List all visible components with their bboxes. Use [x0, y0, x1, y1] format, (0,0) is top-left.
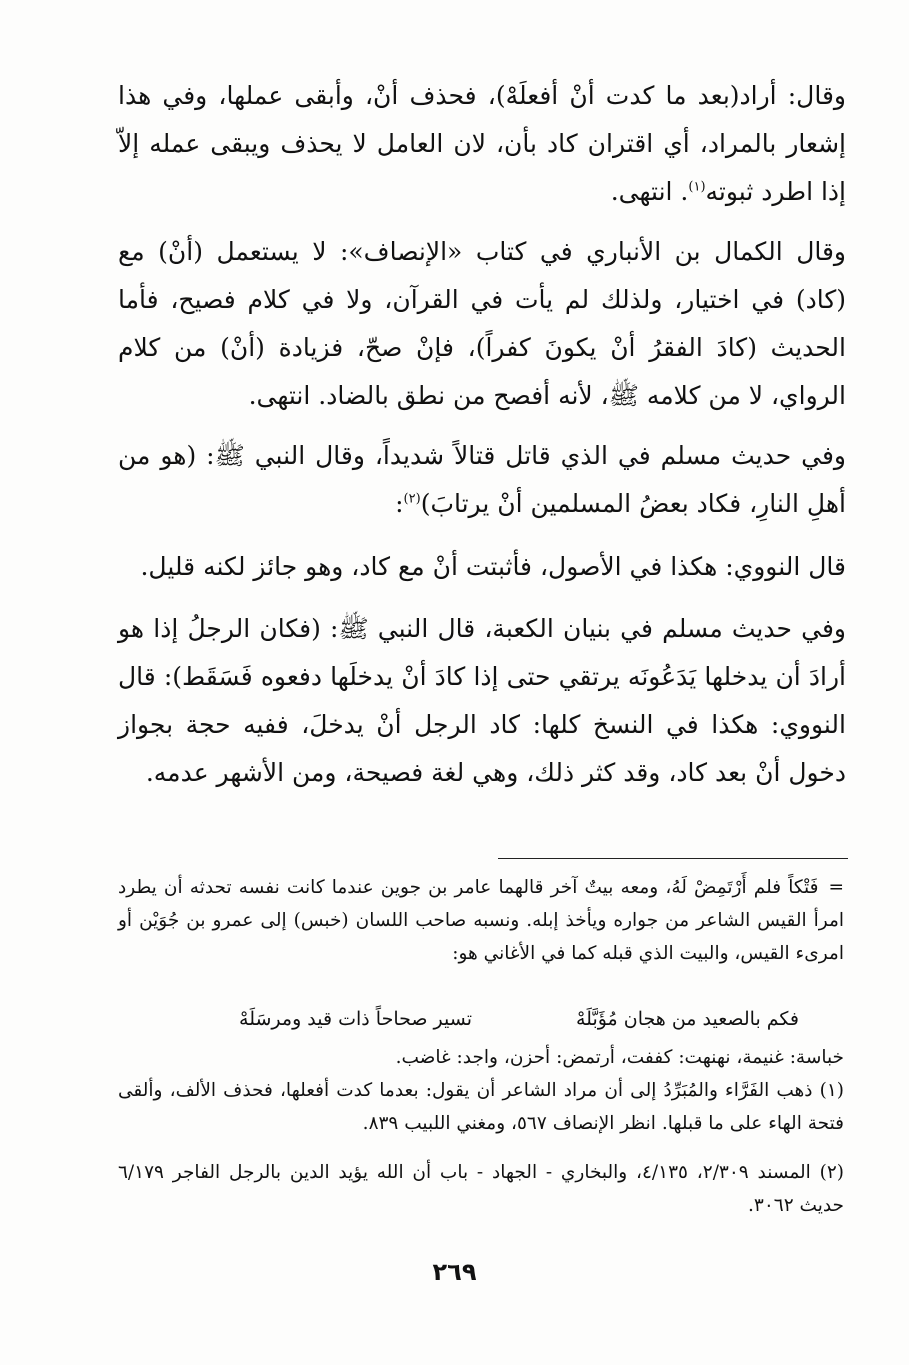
paragraph-3-text: وفي حديث مسلم في الذي قاتل قتالاً شديداً، وقال النبي ﷺ: (هو من أهلِ النارِ، فكاد بعضُ المسلمين أنْ يرتابَ)	[118, 441, 846, 518]
paragraph-4	[118, 543, 846, 591]
paragraph-2-text: وقال الكمال بن الأنباري في كتاب «الإنصاف»: لا يستعمل (أنْ) مع (كاد) في اختيار، ولذلك لم يأت في القرآن، ولا في كلام فصيح، فأما الحديث (كادَ الفقرُ أنْ يكونَ كفراً)، فإنْ صحّ، فزيادة (أنْ) من كلام الرواي، لا من كلامه ﷺ، لأنه أفصح من نطق بالضاد. انتهى.	[118, 237, 846, 410]
paragraph-1-text: وقال: أراد(بعد ما كدت أنْ أفعلَهْ)، فحذف أنْ، وأبقى عملها، وفي هذا إشعار بالمراد، أي اقتران كاد بأن، لان العامل لا يحذف ويبقى عمله إلاّ إذا اطرد ثبوته	[118, 81, 846, 206]
footnote-separator	[498, 858, 848, 859]
footnote-continued	[118, 871, 844, 970]
page-number: ٢٦٩	[432, 1258, 477, 1286]
paragraph-4-text: قال النووي: هكذا في الأصول، فأثبتت أنْ مع كاد، وهو جائز لكنه قليل.	[140, 552, 846, 581]
paragraph-5	[118, 605, 846, 797]
footnote-continued-text: فَتْكاً فلم أَرْتَمِضْ لَهُ، ومعه بيتٌ آخر قالهما عامر بن جوين عندما كانت نفسه تحدثه أن يطرد امرأ القيس الشاعر من جواره ويأخذ إبله. ونسبه صاحب اللسان (خبس) إلى عمرو بن جُوَيْن أو امرىء القيس، والبيت الذي قبله كما في الأغاني هو:	[118, 877, 844, 964]
footnote-ref-1: (١)	[688, 179, 706, 195]
paragraph-2	[118, 228, 846, 420]
paragraph-1-tail: . انتهى.	[610, 177, 689, 206]
footnote-1: (١) ذهب الفَرَّاء والمُبَرِّدُ إلى أن مراد الشاعر أن يقول: بعدما كدت أفعلها، فحذف الألف، وألقى فتحة الهاء على ما قبلها. انظر الإنصاف ٥٦٧، ومغني اللبيب ٨٣٩.	[118, 1080, 844, 1134]
footnote-glossary: خباسة: غنيمة، نهنهت: كففت، أرتمض: أحزن، واجد: غاضب.	[395, 1047, 844, 1068]
footnote-2: (٢) المسند ٢/٣٠٩، ٤/١٣٥، والبخاري - الجهاد - باب أن الله يؤيد الدين بالرجل الفاجر ٦/١٧٩ حديث ٣٠٦٢.	[118, 1162, 844, 1216]
paragraph-3-tail: :	[395, 489, 404, 518]
footnote-ref-2: (٢)	[403, 491, 421, 507]
paragraph-1	[118, 72, 846, 216]
verse-second-hemistich: تسير صحاحاً ذات قيد ومرسَلَهْ	[239, 1008, 472, 1030]
paragraph-3	[118, 432, 846, 528]
continuation-mark: =	[828, 877, 844, 898]
verse-first-hemistich: فكم بالصعيد من هجان مُؤَبَّلَهْ	[575, 1008, 799, 1030]
paragraph-5-text: وفي حديث مسلم في بنيان الكعبة، قال النبي ﷺ: (فكان الرجلُ إذا هو أرادَ أن يدخلها يَدَعُونَه يرتقي حتى إذا كادَ أنْ يدخلَها دفعوه فَسَقَط): قال النووي: هكذا في النسخ كلها: كاد الرجل أنْ يدخلَ، ففيه حجة بجواز دخول أنْ بعد كاد، وقد كثر ذلك، وهي لغة فصيحة، ومن الأشهر عدمه.	[118, 614, 846, 787]
